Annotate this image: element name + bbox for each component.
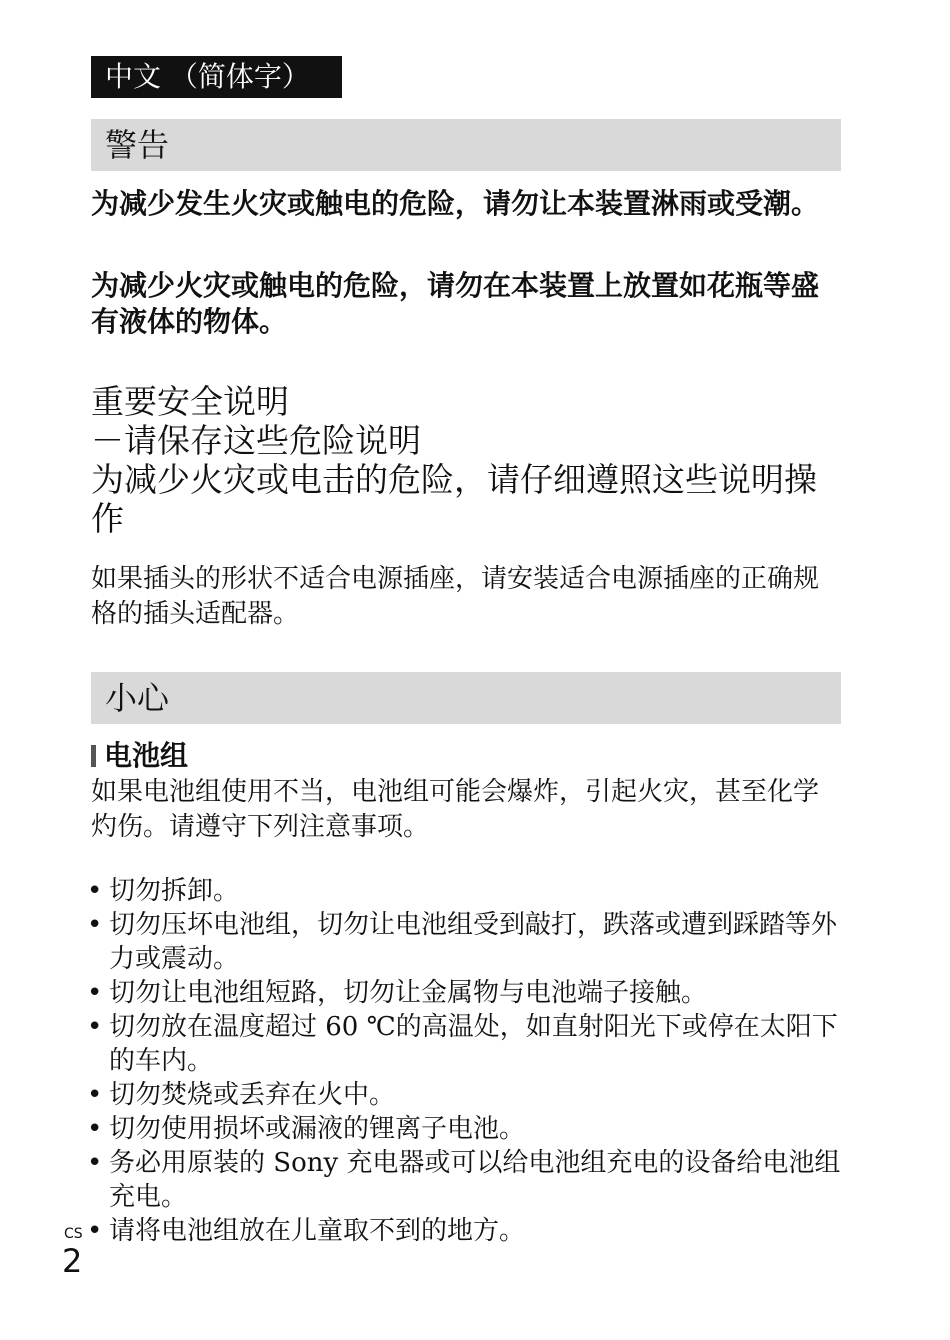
caution-section-title: 小心	[91, 672, 841, 724]
warning-paragraph-rain: 为减少发生火灾或触电的危险，请勿让本装置淋雨或受潮。	[91, 187, 820, 220]
list-item: • 切勿使用损坏或漏液的锂离子电池。	[87, 1112, 847, 1146]
battery-precautions-list	[87, 874, 847, 1248]
safety-heading-line: 重要安全说明	[91, 382, 289, 421]
battery-subheading	[91, 738, 188, 774]
battery-subheading-label: 电池组	[104, 739, 189, 772]
safety-heading-line: －请保存这些危险说明	[91, 421, 421, 460]
list-item: • 请将电池组放在儿童取不到的地方。	[87, 1214, 847, 1248]
list-item: • 务必用原装的 Sony 充电器或可以给电池组充电的设备给电池组充电。	[87, 1146, 847, 1214]
battery-intro-paragraph: 如果电池组使用不当，电池组可能会爆炸，引起火灾，甚至化学灼伤。请遵守下列注意事项。	[91, 777, 820, 842]
list-item: • 切勿让电池组短路，切勿让金属物与电池端子接触。	[87, 976, 847, 1010]
page-number: 2	[62, 1242, 83, 1280]
list-item: • 切勿拆卸。	[87, 874, 847, 908]
list-item: • 切勿压坏电池组，切勿让电池组受到敲打，跌落或遭到踩踏等外力或震动。	[87, 908, 847, 976]
list-item: • 切勿焚烧或丢弃在火中。	[87, 1078, 847, 1112]
plug-adapter-paragraph: 如果插头的形状不适合电源插座，请安装适合电源插座的正确规格的插头适配器。	[91, 564, 820, 629]
safety-heading-line: 为减少火灾或电击的危险，请仔细遵照这些说明操作	[91, 460, 817, 538]
language-code: CS	[64, 1226, 83, 1242]
warning-section-title: 警告	[91, 119, 841, 171]
list-item: • 切勿放在温度超过 60 ℃的高温处，如直射阳光下或停在太阳下的车内。	[87, 1010, 847, 1078]
language-tag: 中文 （简体字）	[91, 56, 342, 98]
warning-paragraph-liquid: 为减少火灾或触电的危险，请勿在本装置上放置如花瓶等盛有液体的物体。	[91, 269, 820, 338]
subheading-marker	[91, 745, 96, 767]
safety-heading	[91, 382, 843, 538]
